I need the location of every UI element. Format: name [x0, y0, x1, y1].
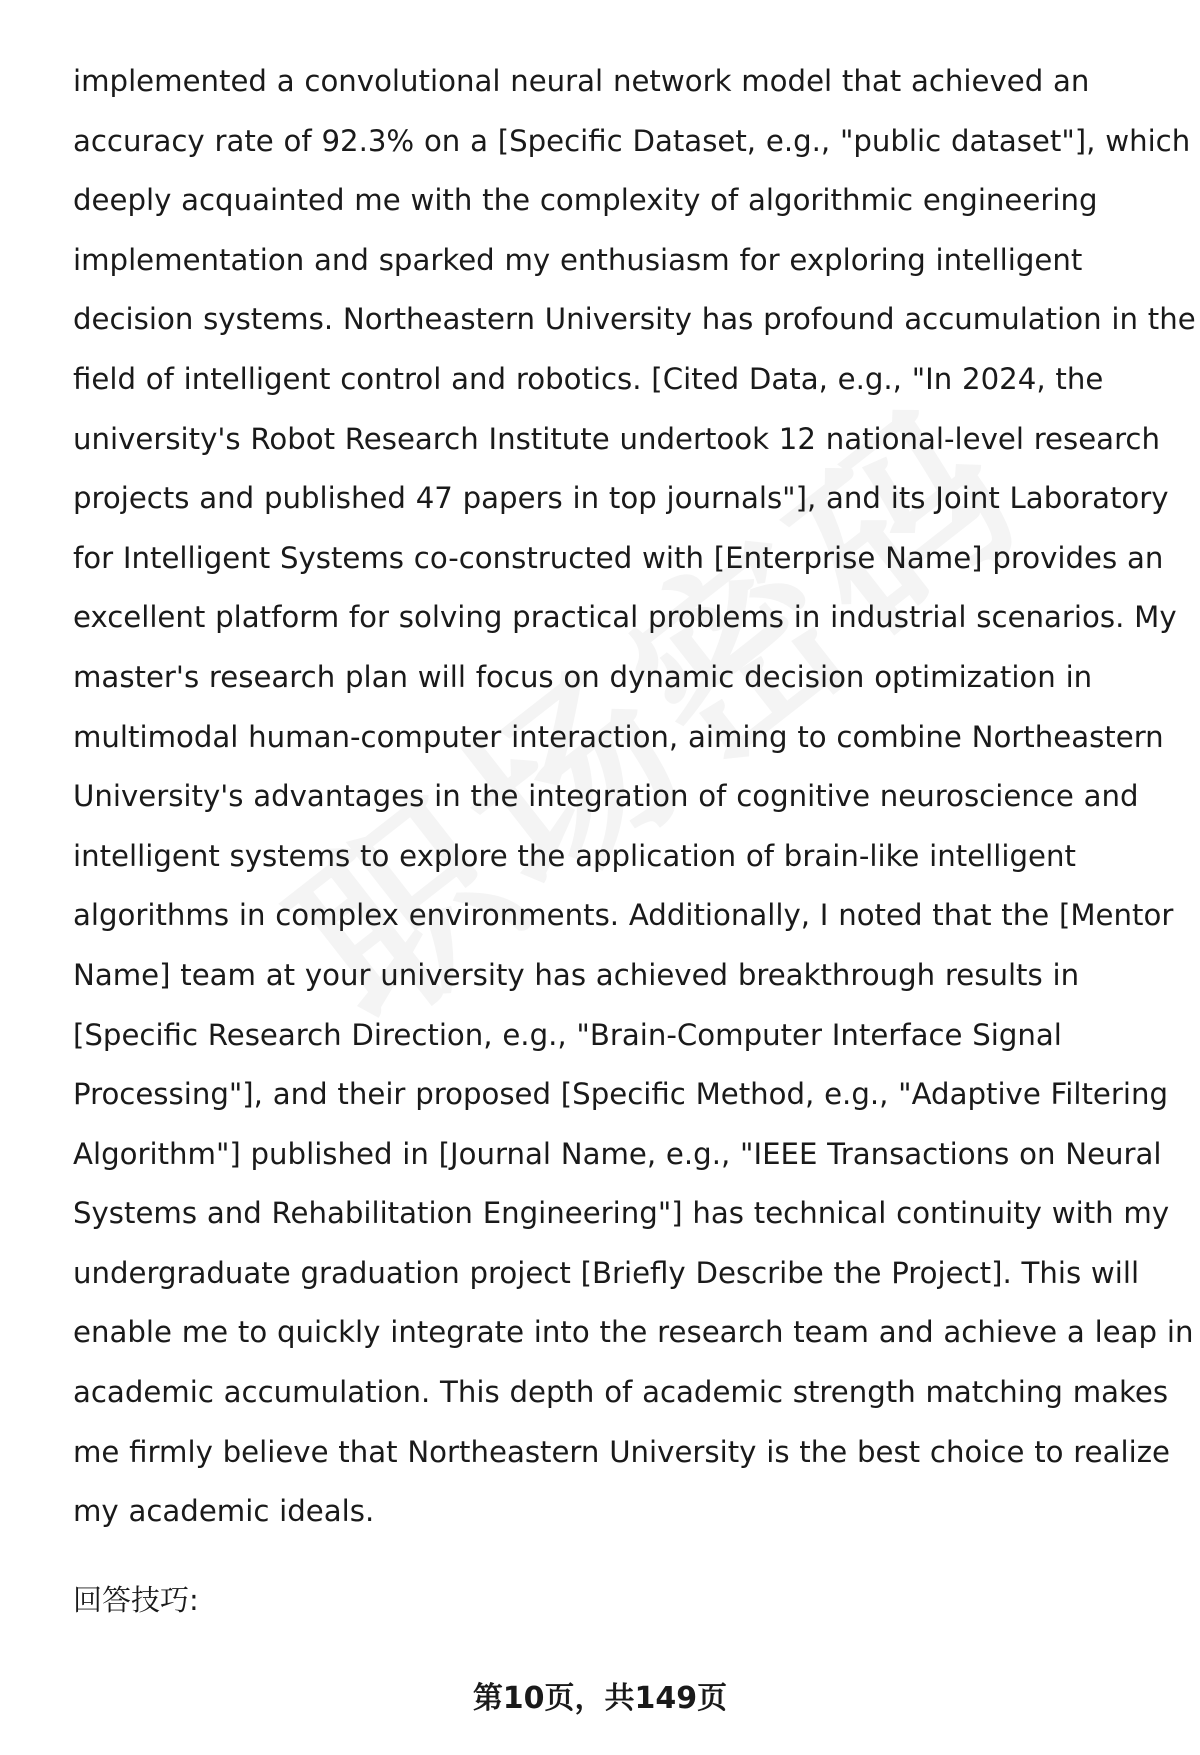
paragraph-line: implemented a convolutional neural network model that achieved an: [73, 64, 1090, 98]
paragraph-line: University's advantages in the integration of cognitive neuroscience and: [73, 779, 1139, 814]
paragraph-line: multimodal human-computer interaction, aiming to combine Northeastern: [73, 719, 1164, 754]
paragraph-line: projects and published 47 papers in top journals"], and its Joint Laboratory: [73, 481, 1169, 516]
page-number-footer: 第10页，共149页: [472, 1681, 728, 1716]
paragraph-line: university's Robot Research Institute undertook 12 national-level research: [73, 421, 1160, 456]
paragraph-line: excellent platform for solving practical problems in industrial scenarios. My: [73, 600, 1177, 635]
paragraph-line: master's research plan will focus on dynamic decision optimization in: [73, 659, 1093, 694]
paragraph-line: Systems and Rehabilitation Engineering"] has technical continuity with my: [73, 1196, 1170, 1231]
paragraph-line: enable me to quickly integrate into the research team and achieve a leap in: [73, 1315, 1194, 1350]
paragraph-line: me firmly believe that Northeastern University is the best choice to realize: [73, 1434, 1170, 1469]
paragraph-line: Name] team at your university has achieved breakthrough results in: [73, 957, 1080, 992]
paragraph-line: for Intelligent Systems co-constructed with [Enterprise Name] provides an: [73, 540, 1164, 575]
paragraph-line: [Specific Research Direction, e.g., "Brain-Computer Interface Signal: [73, 1017, 1062, 1052]
paragraph-line: decision systems. Northeastern University has profound accumulation in the: [73, 302, 1196, 337]
paragraph-line: algorithms in complex environments. Additionally, I noted that the [Mentor: [73, 898, 1174, 933]
paragraph-line: academic accumulation. This depth of academic strength matching makes: [73, 1375, 1169, 1410]
paragraph-line: accuracy rate of 92.3% on a [Specific Dataset, e.g., "public dataset"], which: [73, 123, 1191, 158]
paragraph-line: implementation and sparked my enthusiasm for exploring intelligent: [73, 242, 1083, 277]
paragraph-line: intelligent systems to explore the application of brain-like intelligent: [73, 838, 1076, 873]
body-paragraph: [73, 52, 1196, 1542]
section-label: 回答技巧:: [73, 1583, 199, 1617]
paragraph-line: Processing"], and their proposed [Specific Method, e.g., "Adaptive Filtering: [73, 1077, 1168, 1112]
paragraph-line: my academic ideals.: [73, 1494, 375, 1529]
paragraph-line: deeply acquainted me with the complexity of algorithmic engineering: [73, 183, 1098, 218]
paragraph-line: undergraduate graduation project [Briefly Describe the Project]. This will: [73, 1255, 1140, 1290]
paragraph-line: field of intelligent control and robotics. [Cited Data, e.g., "In 2024, the: [73, 361, 1104, 396]
paragraph-line: Algorithm"] published in [Journal Name, e.g., "IEEE Transactions on Neural: [73, 1136, 1162, 1171]
